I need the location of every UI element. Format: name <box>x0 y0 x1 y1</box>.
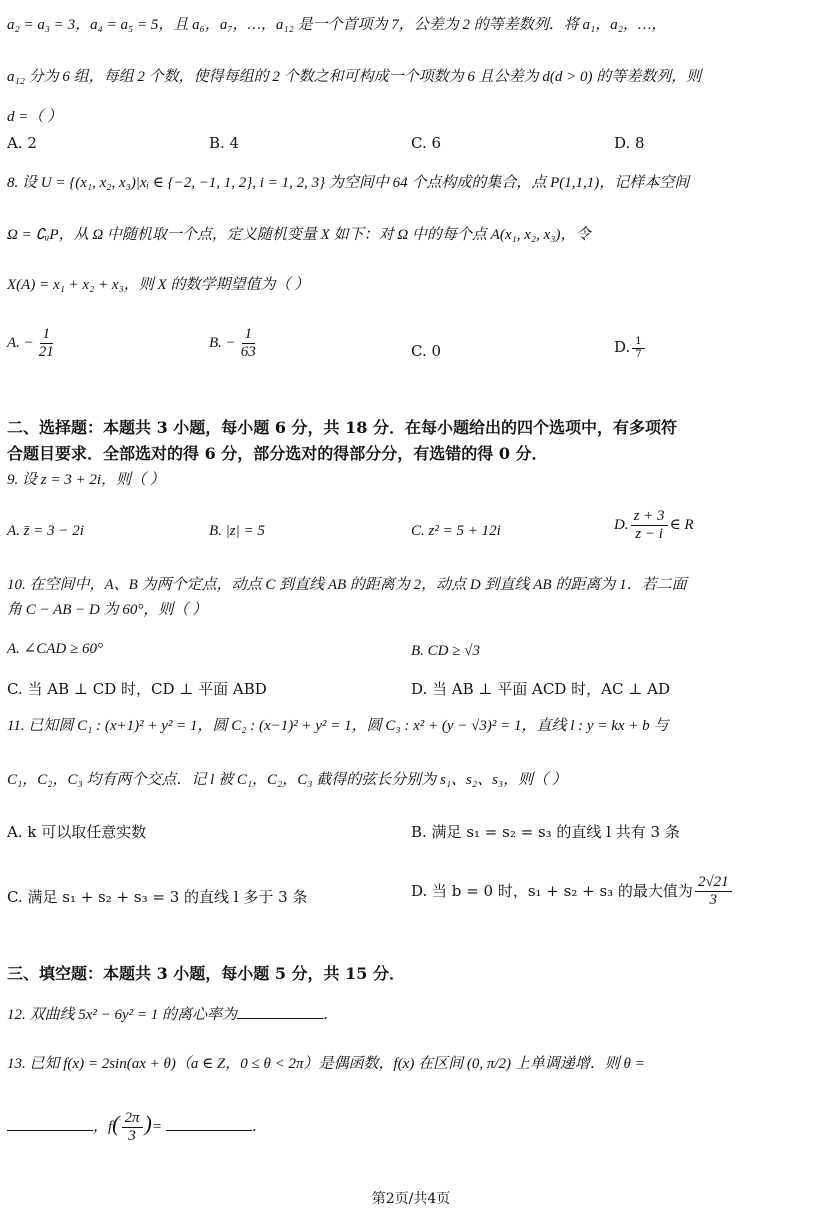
q9-option-b: B. |z| = 5 <box>209 523 265 539</box>
section-3-header: 三、填空题：本题共 3 小题，每小题 5 分，共 15 分． <box>7 964 405 983</box>
section-2-line-1: 二、选择题：本题共 3 小题，每小题 6 分，共 18 分．在每小题给出的四个选项中，有多项符 <box>7 418 677 437</box>
q7-line-1: a₂ = a₃ = 3，a₄ = a₅ = 5，且 a₆，a₇，…，a₁₂ 是一个首项为 7，公差为 2 的等差数列．将 a₁，a₂，…， <box>7 17 667 33</box>
q10-line-1: 10. 在空间中，A、B 为两个定点，动点 C 到直线 AB 的距离为 2，动点 D 到直线 AB 的距离为 1．若二面 <box>7 577 687 593</box>
q8-option-d: D. $\frac{1}{7}$ <box>614 336 647 360</box>
q10-option-a: A. ∠CAD ≥ 60° <box>7 641 103 657</box>
q13-line-2: ，f( $\frac{2\pi}{3}$ )= ． <box>7 1110 814 1146</box>
q8-option-a: A. − $\frac{1}{21}$ <box>7 326 54 361</box>
q10-option-c: C. 当 AB ⊥ CD 时，CD ⊥ 平面 ABD <box>7 680 267 698</box>
q8-option-c: C. 0 <box>411 342 442 360</box>
q8-line-1: 8. 设 U = {(x₁, x₂, x₃)|xᵢ ∈ {−2, −1, 1, 2}, i = 1, 2, 3} 为空间中 64 个点构成的集合，点 P(1,1,1)，记样本空间 <box>7 175 690 191</box>
q11-line-2: C₁，C₂，C₃ 均有两个交点．记 l 被 C₁，C₂，C₃ 截得的弦长分别为 s₁、s₂、s₃，则（ ） <box>7 772 567 788</box>
q13-theta-blank[interactable] <box>7 1116 93 1131</box>
q11-option-c: C. 满足 s₁ + s₂ + s₃ = 3 的直线 l 多于 3 条 <box>7 888 308 906</box>
question-12: 12. 双曲线 5x² − 6y² = 1 的离心率为 ． <box>7 1004 814 1026</box>
q8-line-2: Ω = ∁ᵤP，从 Ω 中随机取一个点，定义随机变量 X 如下：对 Ω 中的每个点 A(x₁, x₂, x₃)，令 <box>7 227 591 243</box>
section-2-line-2: 合题目要求．全部选对的得 6 分，部分选对的得部分分，有选错的得 0 分． <box>7 444 548 463</box>
q8-option-b: B. − $\frac{1}{63}$ <box>209 326 256 361</box>
q11-line-1: 11. 已知圆 C₁ : (x+1)² + y² = 1，圆 C₂ : (x−1)² + y² = 1，圆 C₃ : x² + (y − √3)² = 1，直线 l : y = kx + b 与 <box>7 718 669 734</box>
q12-answer-blank[interactable] <box>237 1004 323 1019</box>
q7-option-b: B. 4 <box>209 134 240 152</box>
q11-option-a: A. k 可以取任意实数 <box>7 823 147 841</box>
q10-option-d: D. 当 AB ⊥ 平面 ACD 时，AC ⊥ AD <box>411 680 670 698</box>
q11-option-d: D. 当 b = 0 时，s₁ + s₂ + s₃ 的最大值为 $\frac{2√21}{3}$ <box>411 874 734 910</box>
q7-line-3: d =（ ） <box>7 109 63 125</box>
q9-stem: 9. 设 z = 3 + 2i，则（ ） <box>7 472 165 488</box>
q10-line-2: 角 C − AB − D 为 60°，则（ ） <box>7 602 208 618</box>
page-footer: 第2页/共4页 <box>371 1191 451 1207</box>
q7-option-c: C. 6 <box>411 134 442 152</box>
q13-value-blank[interactable] <box>166 1116 252 1131</box>
q11-option-b: B. 满足 s₁ = s₂ = s₃ 的直线 l 共有 3 条 <box>411 823 680 841</box>
q13-line-1: 13. 已知 f(x) = 2sin(ax + θ)（a ∈ Z，0 ≤ θ < 2π）是偶函数，f(x) 在区间 (0, π/2) 上单调递增．则 θ = <box>7 1056 645 1072</box>
q7-option-d: D. 8 <box>614 134 645 152</box>
q9-option-d: D. $\frac{z + 3}{z - i}$ ∈ R <box>614 508 694 543</box>
q8-line-3: X(A) = x₁ + x₂ + x₃，则 X 的数学期望值为（ ） <box>7 277 310 293</box>
q7-line-2: a₁₂ 分为 6 组，每组 2 个数，使得每组的 2 个数之和可构成一个项数为 6 且公差为 d(d > 0) 的等差数列，则 <box>7 69 702 85</box>
q9-option-c: C. z² = 5 + 12i <box>411 523 501 539</box>
q10-option-b: B. CD ≥ √3 <box>411 643 480 659</box>
q7-option-a: A. 2 <box>7 134 37 152</box>
q9-option-a: A. z̄ = 3 − 2i <box>7 523 84 539</box>
